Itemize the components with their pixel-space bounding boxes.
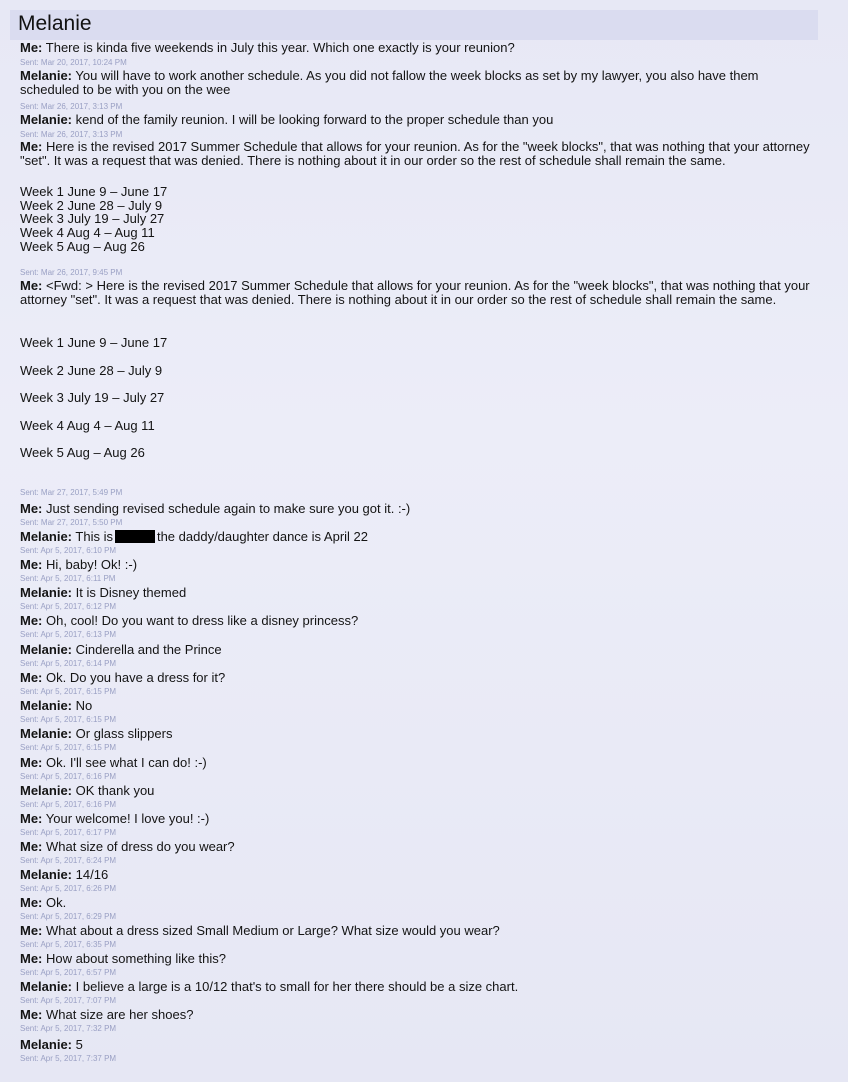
sent-timestamp: Sent: Mar 27, 2017, 5:49 PM xyxy=(20,488,123,497)
message-item: Melanie: This is the daddy/daughter dance is April 22 xyxy=(20,529,369,544)
redaction-bar xyxy=(115,530,155,543)
sent-timestamp: Sent: Apr 5, 2017, 6:57 PM xyxy=(20,968,117,977)
message-item: Me: Oh, cool! Do you want to dress like a disney princess? xyxy=(20,613,359,628)
sent-timestamp: Sent: Apr 5, 2017, 6:29 PM xyxy=(20,912,117,921)
message-item: Melanie: Or glass slippers xyxy=(20,726,173,741)
sent-timestamp: Sent: Apr 5, 2017, 6:35 PM xyxy=(20,940,117,949)
message-item: Me: Ok. xyxy=(20,895,67,910)
sent-timestamp: Sent: Mar 26, 2017, 9:45 PM xyxy=(20,268,123,277)
message-item: Melanie: Cinderella and the Prince xyxy=(20,642,222,657)
message-item: Melanie: OK thank you xyxy=(20,783,155,798)
message-item: Melanie: No xyxy=(20,698,93,713)
message-item: Me: What size of dress do you wear? xyxy=(20,839,235,854)
message-item: Me: Just sending revised schedule again to make sure you got it. :-) xyxy=(20,501,411,516)
sent-timestamp: Sent: Apr 5, 2017, 6:10 PM xyxy=(20,546,117,555)
sent-timestamp: Sent: Mar 27, 2017, 5:50 PM xyxy=(20,518,123,527)
message-item: Me: How about something like this? xyxy=(20,951,226,966)
message-item: Melanie: 14/16 xyxy=(20,867,109,882)
sent-timestamp: Sent: Apr 5, 2017, 7:07 PM xyxy=(20,996,117,1005)
schedule-week: Week 2 June 28 – July 9 xyxy=(20,198,163,213)
schedule-week: Week 4 Aug 4 – Aug 11 xyxy=(20,418,155,433)
schedule-week: Week 5 Aug – Aug 26 xyxy=(20,445,145,460)
sent-timestamp: Sent: Mar 26, 2017, 3:13 PM xyxy=(20,130,123,139)
sent-timestamp: Sent: Apr 5, 2017, 7:32 PM xyxy=(20,1024,117,1033)
schedule-week: Week 4 Aug 4 – Aug 11 xyxy=(20,225,155,240)
sent-timestamp: Sent: Apr 5, 2017, 6:15 PM xyxy=(20,687,117,696)
message-item: Me: Hi, baby! Ok! :-) xyxy=(20,557,138,572)
message-item: Me: Your welcome! I love you! :-) xyxy=(20,811,210,826)
message-item: Melanie: I believe a large is a 10/12 that's to small for her there should be a size chart. xyxy=(20,979,519,994)
schedule-week: Week 1 June 9 – June 17 xyxy=(20,184,168,199)
sent-timestamp: Sent: Apr 5, 2017, 6:16 PM xyxy=(20,772,117,781)
schedule-week: Week 2 June 28 – July 9 xyxy=(20,363,163,378)
contact-name: Melanie xyxy=(18,12,92,35)
message-item: Melanie: 5 xyxy=(20,1037,83,1052)
sent-timestamp: Sent: Apr 5, 2017, 6:14 PM xyxy=(20,659,117,668)
sent-timestamp: Sent: Apr 5, 2017, 6:24 PM xyxy=(20,856,117,865)
conversation-header xyxy=(10,10,818,40)
schedule-week: Week 3 July 19 – July 27 xyxy=(20,390,165,405)
sent-timestamp: Sent: Apr 5, 2017, 6:13 PM xyxy=(20,630,117,639)
sent-timestamp: Sent: Apr 5, 2017, 6:26 PM xyxy=(20,884,117,893)
schedule-week: Week 5 Aug – Aug 26 xyxy=(20,239,145,254)
message-item: Me: <Fwd: > Here is the revised 2017 Summer Schedule that allows for your reunion. As for the "week blocks", that was nothing that your attorney "set". It was a request that was denied. There is nothing about it in our order so the rest of schedule shall remain the same. xyxy=(20,278,810,307)
message-item: Me: Ok. I'll see what I can do! :-) xyxy=(20,755,207,770)
message-item: Melanie: It is Disney themed xyxy=(20,585,187,600)
schedule-week: Week 1 June 9 – June 17 xyxy=(20,335,168,350)
sent-timestamp: Sent: Apr 5, 2017, 7:37 PM xyxy=(20,1054,117,1063)
message-item: Melanie: kend of the family reunion. I will be looking forward to the proper schedule than you xyxy=(20,112,554,127)
sent-timestamp: Sent: Apr 5, 2017, 6:17 PM xyxy=(20,828,117,837)
message-item: Me: What about a dress sized Small Medium or Large? What size would you wear? xyxy=(20,923,500,938)
sent-timestamp: Sent: Apr 5, 2017, 6:16 PM xyxy=(20,800,117,809)
sent-timestamp: Sent: Apr 5, 2017, 6:15 PM xyxy=(20,715,117,724)
sent-timestamp: Sent: Apr 5, 2017, 6:12 PM xyxy=(20,602,117,611)
message-item: Melanie: You will have to work another schedule. As you did not fallow the week blocks as set by my lawyer, you also have them scheduled to be with you on the wee xyxy=(20,68,759,97)
sent-timestamp: Sent: Apr 5, 2017, 6:11 PM xyxy=(20,574,116,583)
message-item: Me: Ok. Do you have a dress for it? xyxy=(20,670,226,685)
message-item: Me: Here is the revised 2017 Summer Schedule that allows for your reunion. As for the "week blocks", that was nothing that your attorney "set". It was a request that was denied. There is nothing about it in our order so the rest of schedule shall remain the same. xyxy=(20,139,810,168)
sent-timestamp: Sent: Mar 26, 2017, 3:13 PM xyxy=(20,102,123,111)
schedule-week: Week 3 July 19 – July 27 xyxy=(20,211,165,226)
message-item: Me: There is kinda five weekends in July this year. Which one exactly is your reunion? xyxy=(20,40,515,55)
message-item: Me: What size are her shoes? xyxy=(20,1007,194,1022)
sent-timestamp: Sent: Mar 20, 2017, 10:24 PM xyxy=(20,58,127,67)
sent-timestamp: Sent: Apr 5, 2017, 6:15 PM xyxy=(20,743,117,752)
